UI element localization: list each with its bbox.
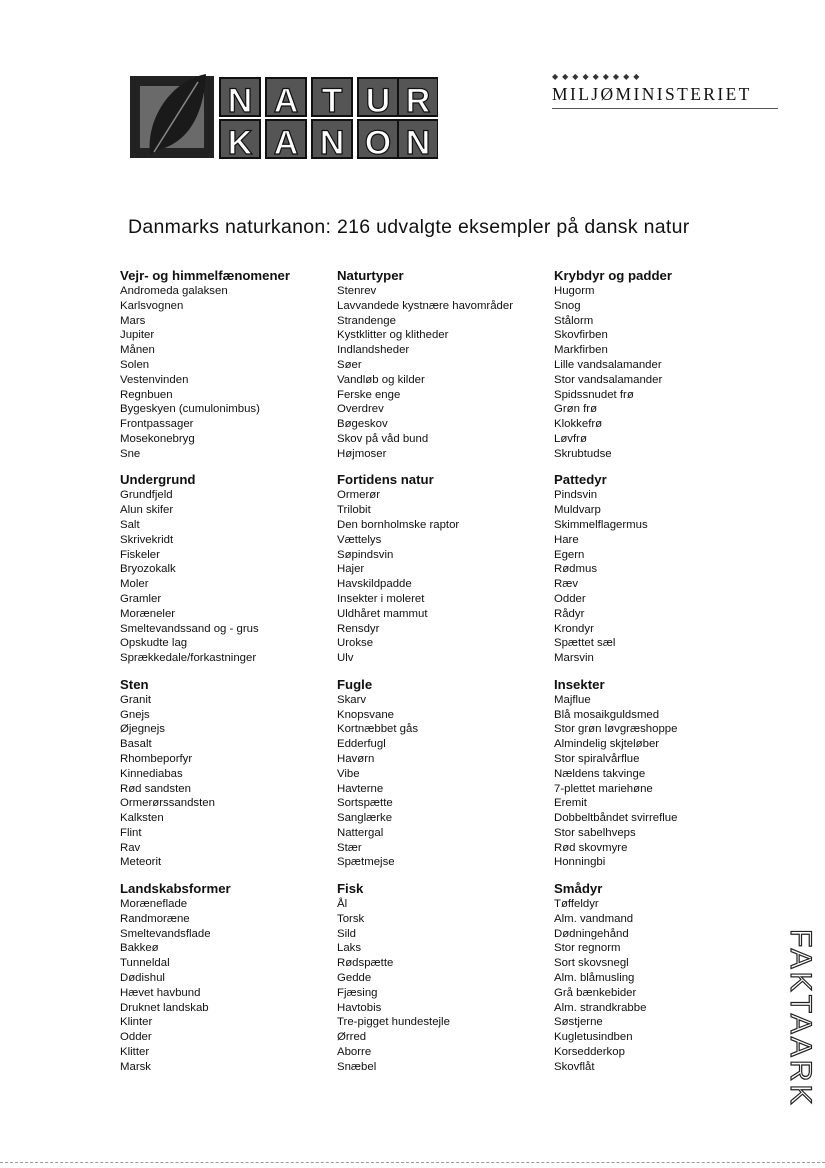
list-item: Spættet sæl: [554, 637, 616, 650]
list-item: Kinnediabas: [120, 767, 183, 780]
category-title: Sten: [120, 676, 149, 692]
list-item: Ormerør: [337, 489, 381, 502]
list-item: Korsedderkop: [554, 1046, 625, 1059]
list-item: Rhombeporfyr: [120, 752, 193, 765]
column-1: [120, 268, 335, 1085]
list-item: Dobbeltbåndet svirreflue: [554, 812, 678, 825]
list-item: Granit: [120, 693, 152, 706]
list-item: Hare: [554, 533, 579, 546]
list-item: Stor vandsalamander: [554, 373, 663, 386]
list-item: Rensdyr: [337, 622, 380, 635]
list-item: Muldvarp: [554, 504, 601, 517]
list-item: Stær: [337, 841, 362, 854]
list-item: Meteorit: [120, 856, 162, 869]
list-item: Marsvin: [554, 652, 594, 665]
list-item: Honningbi: [554, 856, 606, 869]
ministry-name: MILJØMINISTERIET: [552, 84, 752, 104]
list-item: Moræneler: [120, 607, 176, 620]
list-item: Klitter: [120, 1046, 150, 1059]
list-item: Grundfjeld: [120, 489, 173, 502]
list-item: Alm. blåmusling: [554, 972, 635, 985]
naturkanon-logo: [128, 72, 438, 162]
list-item: Karlsvognen: [120, 299, 184, 312]
list-item: Spætmejse: [337, 856, 395, 869]
logo-letter: O: [364, 124, 392, 162]
list-item: Uldhåret mammut: [337, 607, 428, 620]
category-section: [120, 881, 335, 1075]
category-list: [337, 693, 552, 871]
category-list: [337, 284, 552, 462]
list-item: Majflue: [554, 693, 591, 706]
category-section: [554, 268, 769, 462]
list-item: Ulv: [337, 652, 354, 665]
list-item: Stor regnorm: [554, 942, 621, 955]
category-list: [120, 284, 335, 462]
logo-letter: N: [405, 124, 431, 162]
list-item: Fiskeler: [120, 548, 160, 561]
list-item: Rav: [120, 841, 141, 854]
list-item: Kugletusindben: [554, 1031, 633, 1044]
logo-letter: K: [227, 124, 253, 162]
list-item: Løvfrø: [554, 432, 587, 445]
logo-letter: N: [319, 124, 345, 162]
list-item: Opskudte lag: [120, 637, 188, 650]
list-item: Nældens takvinge: [554, 767, 646, 780]
list-item: Jupiter: [120, 329, 155, 342]
list-item: Skrubtudse: [554, 447, 612, 460]
logo-letter: A: [273, 124, 299, 162]
category-title: Landskabsformer: [120, 881, 231, 897]
list-item: Sprækkedale/forkastninger: [120, 652, 257, 665]
list-item: Bryozokalk: [120, 563, 176, 576]
list-item: Bakkeø: [120, 942, 159, 955]
list-item: Havørn: [337, 752, 375, 765]
list-item: Insekter i moleret: [337, 592, 425, 605]
list-item: Egern: [554, 548, 585, 561]
list-item: Ål: [337, 898, 348, 911]
list-item: Klinter: [120, 1016, 153, 1029]
list-item: Alun skifer: [120, 504, 174, 517]
category-section: [337, 268, 552, 462]
list-item: Skov på våd bund: [337, 432, 429, 445]
list-item: Sort skovsnegl: [554, 957, 629, 970]
list-item: Lille vandsalamander: [554, 358, 662, 371]
list-item: Sanglærke: [337, 812, 393, 825]
list-item: Søpindsvin: [337, 548, 394, 561]
list-item: Vestenvinden: [120, 373, 189, 386]
list-item: Skarv: [337, 693, 367, 706]
ministry-rule: [552, 108, 778, 109]
logo-letter: T: [321, 82, 343, 120]
list-item: Regnbuen: [120, 388, 173, 401]
list-item: Havtobis: [337, 1001, 382, 1014]
list-item: Laks: [337, 942, 362, 955]
list-item: Bøgeskov: [337, 418, 388, 431]
list-item: Rådyr: [554, 607, 585, 620]
list-item: Odder: [554, 592, 586, 605]
list-item: Tre-pigget hundestejle: [337, 1016, 450, 1029]
list-item: Andromeda galaksen: [120, 285, 228, 297]
category-title: Smådyr: [554, 881, 603, 897]
category-title: Pattedyr: [554, 472, 607, 488]
column-2: [337, 268, 552, 1085]
list-item: Grøn frø: [554, 403, 598, 416]
list-item: Smeltevandssand og - grus: [120, 622, 259, 635]
category-title: Vejr- og himmelfænomener: [120, 268, 291, 283]
category-list: [554, 897, 769, 1075]
bottom-divider: [0, 1162, 825, 1163]
list-item: Dødningehånd: [554, 927, 629, 940]
list-item: Havterne: [337, 782, 384, 795]
logo-graphic: [128, 72, 438, 162]
category-section: [120, 677, 335, 871]
list-item: Alm. strandkrabbe: [554, 1001, 647, 1014]
category-section: [554, 472, 769, 666]
side-label-faktaark: FAKTAARK: [784, 929, 817, 1108]
list-item: Skrivekridt: [120, 533, 174, 546]
list-item: Mars: [120, 314, 146, 327]
category-section: [337, 472, 552, 666]
list-item: Edderfugl: [337, 738, 386, 751]
list-item: Stålorm: [554, 314, 594, 327]
category-section: [554, 881, 769, 1075]
list-item: Moler: [120, 578, 149, 591]
list-item: Snog: [554, 299, 581, 312]
list-item: Klokkefrø: [554, 418, 603, 431]
category-section: [120, 268, 335, 462]
list-item: Sild: [337, 927, 356, 940]
list-item: Hævet havbund: [120, 986, 201, 999]
category-section: [337, 677, 552, 871]
list-item: Snæbel: [337, 1060, 377, 1073]
list-item: Almindelig skjteløber: [554, 738, 660, 751]
list-item: Torsk: [337, 912, 365, 925]
category-list: [554, 488, 769, 666]
list-item: Kystklitter og klitheder: [337, 329, 449, 342]
list-item: Frontpassager: [120, 418, 194, 431]
list-item: Moræneflade: [120, 898, 188, 911]
list-item: Blå mosaikguldsmed: [554, 708, 660, 721]
list-item: Stor grøn løvgræshoppe: [554, 723, 678, 736]
list-item: Hugorm: [554, 285, 595, 297]
category-title: Fugle: [337, 676, 373, 692]
ministry-header: [552, 72, 782, 109]
list-item: Stenrev: [337, 285, 377, 297]
list-item: Øjegnejs: [120, 723, 165, 736]
logo-letter: R: [405, 82, 431, 120]
list-item: Gramler: [120, 592, 162, 605]
list-item: Druknet landskab: [120, 1001, 209, 1014]
list-item: Overdrev: [337, 403, 384, 416]
category-title: Insekter: [554, 676, 605, 692]
list-item: Urokse: [337, 637, 374, 650]
list-item: Fjæsing: [337, 986, 378, 999]
logo-letter: U: [365, 82, 391, 120]
list-item: Dødishul: [120, 972, 165, 985]
list-item: Basalt: [120, 738, 152, 751]
category-title: Fisk: [337, 881, 364, 897]
category-list: [554, 284, 769, 462]
list-item: Sortspætte: [337, 797, 393, 810]
category-list: [120, 897, 335, 1075]
list-item: Sne: [120, 447, 141, 460]
list-item: Stor spiralvårflue: [554, 752, 640, 765]
list-item: Skovfirben: [554, 329, 608, 342]
list-item: Kalksten: [120, 812, 164, 825]
list-item: Tunneldal: [120, 957, 170, 970]
list-item: Ferske enge: [337, 388, 401, 401]
list-item: Den bornholmske raptor: [337, 518, 460, 531]
list-item: Rød sandsten: [120, 782, 191, 795]
list-item: Vibe: [337, 767, 360, 780]
list-item: Grå bænkebider: [554, 986, 637, 999]
list-item: Stor sabelhveps: [554, 826, 636, 839]
list-item: Solen: [120, 358, 150, 371]
list-item: Mosekonebryg: [120, 432, 195, 445]
list-item: Krondyr: [554, 622, 594, 635]
list-item: Odder: [120, 1031, 152, 1044]
list-item: Alm. vandmand: [554, 912, 634, 925]
list-item: Salt: [120, 518, 140, 531]
list-item: Trilobit: [337, 504, 371, 517]
list-item: Søer: [337, 358, 362, 371]
category-list: [554, 693, 769, 871]
column-3: [554, 268, 769, 1085]
list-item: Pindsvin: [554, 489, 598, 502]
category-list: [120, 693, 335, 871]
list-item: Havskildpadde: [337, 578, 412, 591]
category-section: [337, 881, 552, 1075]
list-item: Ormerørssandsten: [120, 797, 215, 810]
list-item: Aborre: [337, 1046, 372, 1059]
list-item: Ræv: [554, 578, 579, 591]
list-item: Lavvandede kystnære havområder: [337, 299, 514, 312]
list-item: Gedde: [337, 972, 372, 985]
list-item: Smeltevandsflade: [120, 927, 211, 940]
list-item: Marsk: [120, 1060, 152, 1073]
category-section: [120, 472, 335, 666]
list-item: Vættelys: [337, 533, 382, 546]
list-item: Flint: [120, 826, 142, 839]
category-title: Krybdyr og padder: [554, 268, 672, 283]
list-item: Rødspætte: [337, 957, 394, 970]
list-item: Randmoræne: [120, 912, 190, 925]
list-item: Gnejs: [120, 708, 150, 721]
list-item: 7-plettet mariehøne: [554, 782, 653, 795]
category-title: Naturtyper: [337, 268, 404, 283]
list-item: Strandenge: [337, 314, 396, 327]
list-item: Skimmelflagermus: [554, 518, 648, 531]
list-item: Spidssnudet frø: [554, 388, 634, 401]
list-item: Rødmus: [554, 563, 598, 576]
list-item: Indlandsheder: [337, 344, 410, 357]
list-item: Rød skovmyre: [554, 841, 628, 854]
list-item: Vandløb og kilder: [337, 373, 425, 386]
list-item: Kortnæbbet gås: [337, 723, 419, 736]
list-item: Hajer: [337, 563, 365, 576]
logo-letter: A: [273, 82, 299, 120]
list-item: Højmoser: [337, 447, 387, 460]
category-list: [337, 488, 552, 666]
list-item: Nattergal: [337, 826, 384, 839]
list-item: Månen: [120, 344, 155, 357]
list-item: Skovflåt: [554, 1060, 595, 1073]
logo-letter: N: [227, 82, 253, 120]
list-item: Bygeskyen (cumulonimbus): [120, 403, 260, 416]
list-item: Markfirben: [554, 344, 608, 357]
list-item: Tøffeldyr: [554, 898, 599, 911]
list-item: Knopsvane: [337, 708, 394, 721]
category-title: Undergrund: [120, 472, 196, 488]
category-list: [337, 897, 552, 1075]
page-title: Danmarks naturkanon: 216 udvalgte eksempler på dansk natur: [128, 216, 690, 238]
list-item: Ørred: [337, 1031, 367, 1044]
ministry-dots: ◆◆◆◆◆◆◆◆◆: [552, 72, 644, 81]
category-list: [120, 488, 335, 666]
category-title: Fortidens natur: [337, 472, 434, 488]
list-item: Eremit: [554, 797, 587, 810]
category-section: [554, 677, 769, 871]
list-item: Søstjerne: [554, 1016, 603, 1029]
